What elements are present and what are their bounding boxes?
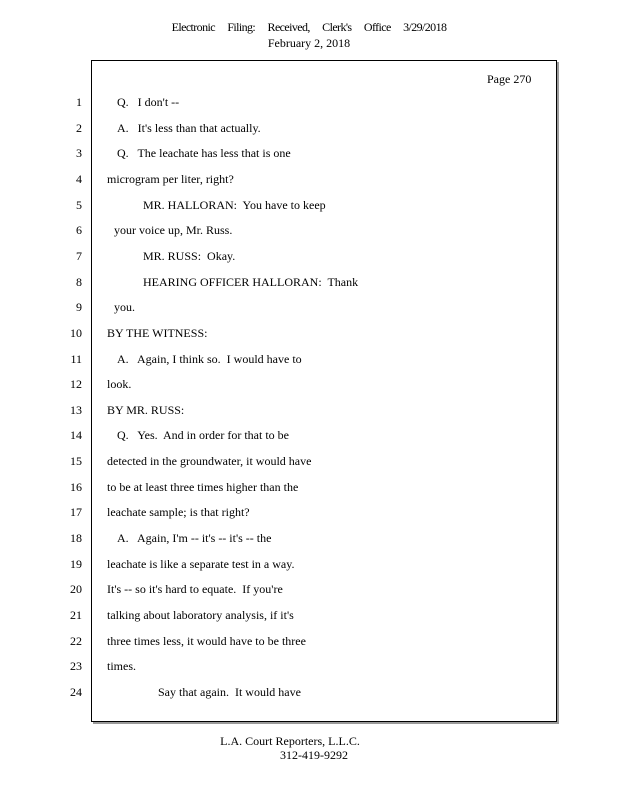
line-text: detected in the groundwater, it would have	[107, 454, 312, 468]
line-text: MR. RUSS: Okay.	[143, 249, 236, 263]
header-date: February 2, 2018	[267, 36, 351, 50]
line-text: microgram per liter, right?	[107, 172, 234, 186]
line-number: 15	[70, 454, 82, 468]
line-number: 1	[76, 95, 82, 109]
line-text: talking about laboratory analysis, if it's	[107, 608, 294, 622]
line-number: 11	[70, 352, 82, 366]
line-number: 18	[70, 531, 82, 545]
line-number: 7	[76, 249, 82, 263]
line-text: you.	[114, 300, 135, 314]
line-number: 21	[70, 608, 82, 622]
line-text: A. Again, I'm -- it's -- it's -- the	[117, 531, 272, 545]
line-text: A. Again, I think so. I would have to	[117, 352, 302, 366]
header-stamp: Electronic Filing: Received, Clerk's Office 3/29/2018	[171, 20, 447, 34]
line-number: 12	[70, 377, 82, 391]
line-text: A. It's less than that actually.	[117, 121, 261, 135]
line-text: MR. HALLORAN: You have to keep	[143, 198, 326, 212]
line-number: 17	[70, 505, 82, 519]
line-text: Q. The leachate has less that is one	[117, 146, 291, 160]
line-text: It's -- so it's hard to equate. If you're	[107, 582, 283, 596]
line-text: Q. I don't --	[117, 95, 180, 109]
line-text: Q. Yes. And in order for that to be	[117, 428, 289, 442]
line-text: three times less, it would have to be three	[107, 634, 306, 648]
line-text: BY MR. RUSS:	[107, 403, 185, 417]
line-number: 2	[76, 121, 82, 135]
page-number: Page 270	[487, 72, 532, 86]
line-number: 13	[70, 403, 82, 417]
line-text: look.	[107, 377, 132, 391]
line-number: 5	[76, 198, 82, 212]
line-text: to be at least three times higher than the	[107, 480, 299, 494]
line-text: leachate is like a separate test in a way.	[107, 557, 295, 571]
line-text: Say that again. It would have	[158, 685, 301, 699]
line-number: 9	[76, 300, 82, 314]
line-number: 8	[76, 275, 82, 289]
footer-phone: 312-419-9292	[280, 748, 348, 762]
line-number: 14	[70, 428, 82, 442]
line-number: 3	[76, 146, 82, 160]
line-text: times.	[107, 659, 136, 673]
line-number: 22	[70, 634, 82, 648]
line-text: leachate sample; is that right?	[107, 505, 250, 519]
line-number: 20	[70, 582, 82, 596]
line-number: 23	[70, 659, 82, 673]
line-number: 24	[70, 685, 82, 699]
line-number: 10	[70, 326, 82, 340]
line-number: 16	[70, 480, 82, 494]
footer-reporter: L.A. Court Reporters, L.L.C.	[220, 734, 360, 748]
line-text: BY THE WITNESS:	[107, 326, 208, 340]
line-text: your voice up, Mr. Russ.	[114, 223, 233, 237]
line-number: 6	[76, 223, 82, 237]
line-number: 19	[70, 557, 82, 571]
line-text: HEARING OFFICER HALLORAN: Thank	[143, 275, 359, 289]
line-number: 4	[76, 172, 82, 186]
